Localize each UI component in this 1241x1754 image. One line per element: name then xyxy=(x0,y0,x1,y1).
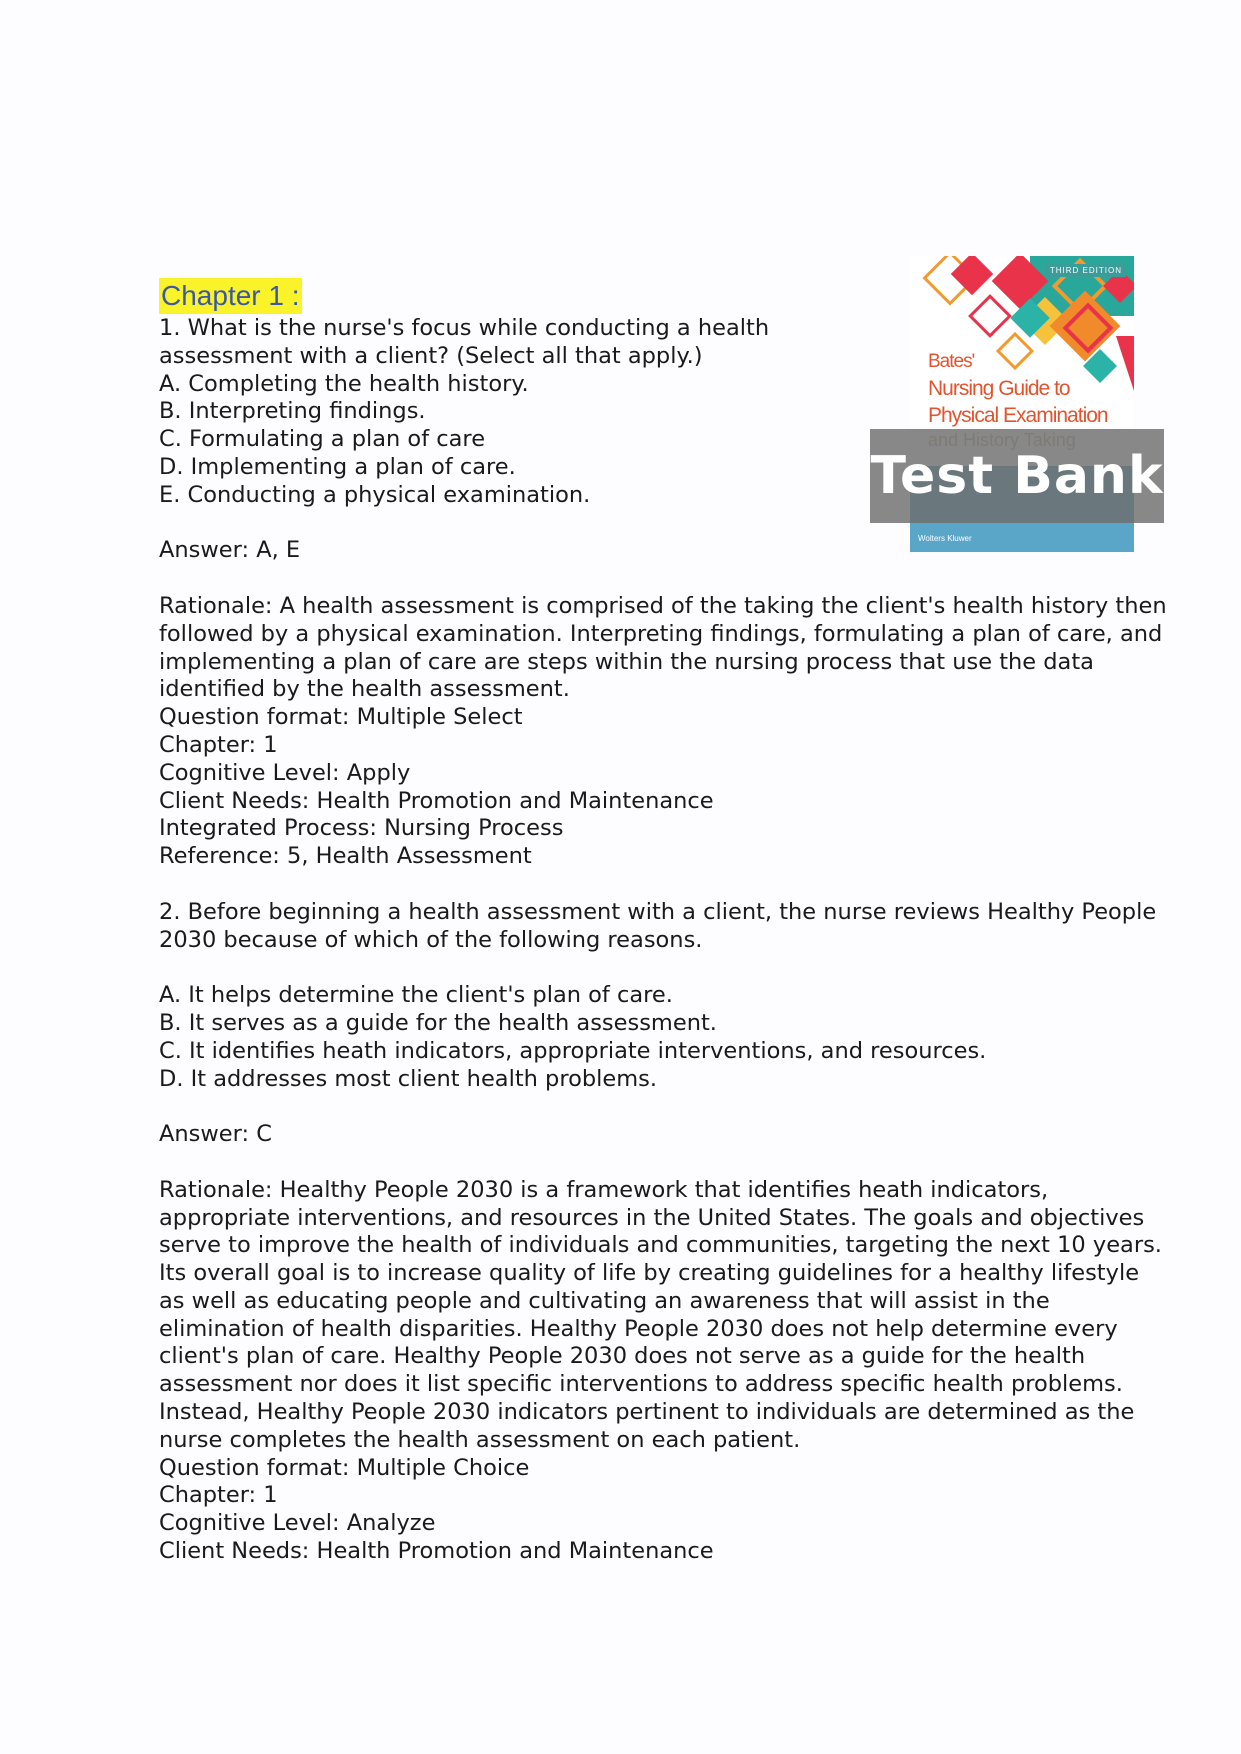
test-bank-overlay: Test Bank xyxy=(870,429,1164,523)
rationale-line: nurse completes the health assessment on each patient. xyxy=(159,1426,801,1453)
answer-option: B. It serves as a guide for the health assessment. xyxy=(159,1009,717,1036)
answer-option: C. It identifies heath indicators, appropriate interventions, and resources. xyxy=(159,1037,987,1064)
rationale-line: implementing a plan of care are steps within the nursing process that use the data xyxy=(159,648,1094,675)
cover-title-line: Physical Examination xyxy=(928,404,1108,427)
question-meta: Chapter: 1 xyxy=(159,731,278,758)
rationale-line: Rationale: Healthy People 2030 is a framework that identifies heath indicators, xyxy=(159,1176,1049,1203)
rationale-line: Rationale: A health assessment is comprised of the taking the client's health history then xyxy=(159,592,1167,619)
question-meta: Question format: Multiple Select xyxy=(159,704,523,731)
question-meta: Client Needs: Health Promotion and Maintenance xyxy=(159,1538,714,1565)
cover-title-line: Bates' xyxy=(928,351,975,372)
answer-key: Answer: C xyxy=(159,1121,272,1148)
question-meta: Integrated Process: Nursing Process xyxy=(159,815,564,842)
answer-option: D. It addresses most client health problems. xyxy=(159,1065,658,1092)
rationale-line: as well as educating people and cultivating an awareness that will assist in the xyxy=(159,1287,1050,1314)
answer-option: E. Conducting a physical examination. xyxy=(159,481,591,508)
question-1 xyxy=(159,315,1199,871)
question-meta: Cognitive Level: Apply xyxy=(159,759,411,786)
question-meta: Chapter: 1 xyxy=(159,1482,278,1509)
rationale-line: serve to improve the health of individuals and communities, targeting the next 10 years. xyxy=(159,1232,1162,1259)
rationale-line: elimination of health disparities. Healthy People 2030 does not help determine every xyxy=(159,1315,1118,1342)
question-stem-line: 1. What is the nurse's focus while conducting a health xyxy=(159,315,770,341)
answer-option: D. Implementing a plan of care. xyxy=(159,453,516,480)
question-meta: Reference: 5, Health Assessment xyxy=(159,843,532,870)
rationale-line: appropriate interventions, and resources in the United States. The goals and objectives xyxy=(159,1204,1145,1231)
question-stem-line: 2030 because of which of the following reasons. xyxy=(159,926,703,953)
cover-title-line: Nursing Guide to xyxy=(928,377,1070,400)
cover-publisher-logo: Wolters Kluwer xyxy=(918,534,972,543)
question-meta: Question format: Multiple Choice xyxy=(159,1454,530,1481)
rationale-line: Its overall goal is to increase quality of life by creating guidelines for a healthy lifestyle xyxy=(159,1260,1140,1287)
answer-option: B. Interpreting findings. xyxy=(159,398,426,425)
question-stem-line: 2. Before beginning a health assessment with a client, the nurse reviews Healthy People xyxy=(159,898,1157,925)
question-meta: Cognitive Level: Analyze xyxy=(159,1510,436,1537)
question-meta: Client Needs: Health Promotion and Maintenance xyxy=(159,787,714,814)
cover-edition-label: THIRD EDITION xyxy=(1046,264,1126,277)
rationale-line: Instead, Healthy People 2030 indicators pertinent to individuals are determined as the xyxy=(159,1399,1135,1426)
question-2 xyxy=(159,899,1199,1566)
rationale-line: followed by a physical examination. Interpreting findings, formulating a plan of care, and xyxy=(159,620,1163,647)
document-body xyxy=(159,278,1199,1566)
answer-option: C. Formulating a plan of care xyxy=(159,426,486,453)
question-stem-line: assessment with a client? (Select all that apply.) xyxy=(159,342,703,369)
answer-option: A. It helps determine the client's plan of care. xyxy=(159,982,673,1009)
answer-option: A. Completing the health history. xyxy=(159,370,529,397)
answer-key: Answer: A, E xyxy=(159,537,301,564)
rationale-line: client's plan of care. Healthy People 2030 does not serve as a guide for the health xyxy=(159,1343,1086,1370)
rationale-line: assessment nor does it list specific interventions to address specific health problems. xyxy=(159,1371,1123,1398)
chapter-heading: Chapter 1 : xyxy=(159,278,302,314)
rationale-line: identified by the health assessment. xyxy=(159,676,570,703)
